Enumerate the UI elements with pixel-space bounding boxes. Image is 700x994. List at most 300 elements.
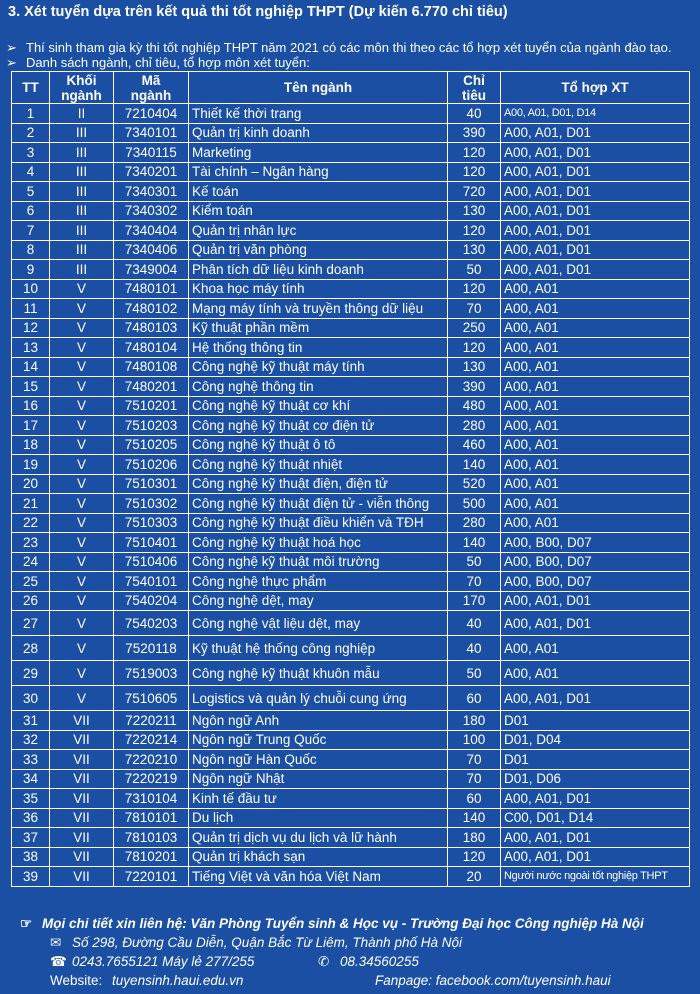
table-row xyxy=(12,474,690,494)
row-to-hop: A00, A01, D01 xyxy=(501,789,690,809)
row-to-hop: A00, A01 xyxy=(501,318,690,338)
row-to-hop: A00, A01, D01 xyxy=(501,201,690,221)
row-khoi: V xyxy=(50,494,114,514)
row-ten-nganh: Quản trị dịch vụ du lịch và lữ hành xyxy=(189,828,448,848)
row-to-hop: A00, A01, D01 xyxy=(501,240,690,260)
table-header-row xyxy=(12,72,690,104)
header-to-hop: Tổ hợp XT xyxy=(501,72,690,104)
row-chi-tieu: 520 xyxy=(448,474,501,494)
row-to-hop: A00, A01 xyxy=(501,338,690,358)
row-tt: 24 xyxy=(12,552,50,572)
row-chi-tieu: 100 xyxy=(448,730,501,750)
row-khoi: V xyxy=(50,396,114,416)
row-tt: 29 xyxy=(12,661,50,686)
row-tt: 1 xyxy=(12,104,50,124)
row-ten-nganh: Công nghệ kỹ thuật khuôn mẫu xyxy=(189,661,448,686)
row-to-hop: A00, A01 xyxy=(501,661,690,686)
table-row xyxy=(12,730,690,750)
row-chi-tieu: 70 xyxy=(448,572,501,592)
row-khoi: V xyxy=(50,357,114,377)
row-khoi: V xyxy=(50,686,114,711)
row-ten-nganh: Công nghệ kỹ thuật máy tính xyxy=(189,357,448,377)
row-to-hop: A00, A01, D01 xyxy=(501,828,690,848)
row-to-hop: A00, A01, D01 xyxy=(501,221,690,241)
row-khoi: VII xyxy=(50,828,114,848)
row-ten-nganh: Logistics và quản lý chuỗi cung ứng xyxy=(189,686,448,711)
row-ten-nganh: Ngôn ngữ Anh xyxy=(189,711,448,731)
row-tt: 18 xyxy=(12,435,50,455)
header-ma-nganh: Mã ngành xyxy=(114,72,189,104)
row-khoi: VII xyxy=(50,867,114,887)
table-row xyxy=(12,435,690,455)
row-khoi: III xyxy=(50,221,114,241)
row-chi-tieu: 50 xyxy=(448,552,501,572)
row-khoi: III xyxy=(50,162,114,182)
row-khoi: V xyxy=(50,455,114,475)
row-chi-tieu: 390 xyxy=(448,123,501,143)
row-tt: 20 xyxy=(12,474,50,494)
row-to-hop: A00, A01 xyxy=(501,435,690,455)
row-to-hop: A00, A01 xyxy=(501,474,690,494)
row-khoi: III xyxy=(50,182,114,202)
row-tt: 30 xyxy=(12,686,50,711)
row-chi-tieu: 120 xyxy=(448,221,501,241)
row-chi-tieu: 130 xyxy=(448,357,501,377)
row-to-hop: A00, A01, D01 xyxy=(501,143,690,163)
table-row xyxy=(12,318,690,338)
row-chi-tieu: 250 xyxy=(448,318,501,338)
contact-line: ☞ Mọi chi tiết xin liên hệ: Văn Phòng Tuyển sinh & Học vụ - Trường Đại học Công nghiệp Hà Nội xyxy=(20,916,644,931)
row-ma-nganh: 7220211 xyxy=(114,711,189,731)
row-ten-nganh: Kinh tế đầu tư xyxy=(189,789,448,809)
table-row xyxy=(12,789,690,809)
row-khoi: V xyxy=(50,299,114,319)
row-chi-tieu: 180 xyxy=(448,711,501,731)
table-row xyxy=(12,123,690,143)
table-row xyxy=(12,377,690,397)
majors-table xyxy=(11,71,690,887)
row-chi-tieu: 120 xyxy=(448,143,501,163)
website-line xyxy=(50,973,243,988)
row-chi-tieu: 140 xyxy=(448,455,501,475)
table-row xyxy=(12,661,690,686)
row-khoi: V xyxy=(50,377,114,397)
table-row xyxy=(12,513,690,533)
table-row xyxy=(12,636,690,661)
website-link[interactable]: tuyensinh.haui.edu.vn xyxy=(112,973,244,988)
table-row xyxy=(12,867,690,887)
row-to-hop: A00, B00, D07 xyxy=(501,552,690,572)
row-to-hop: D01 xyxy=(501,750,690,770)
row-tt: 28 xyxy=(12,636,50,661)
table-row xyxy=(12,182,690,202)
bullet-text: Danh sách ngành, chỉ tiêu, tổ hợp môn xét tuyển: xyxy=(26,55,310,70)
row-ma-nganh: 7510206 xyxy=(114,455,189,475)
bullet-exam-info xyxy=(6,40,671,56)
phone-icon: ☎ xyxy=(50,954,67,969)
row-to-hop: C00, D01, D14 xyxy=(501,808,690,828)
row-to-hop: A00, A01, D01 xyxy=(501,182,690,202)
row-khoi: V xyxy=(50,533,114,553)
row-chi-tieu: 50 xyxy=(448,260,501,280)
row-chi-tieu: 130 xyxy=(448,201,501,221)
row-chi-tieu: 130 xyxy=(448,240,501,260)
row-to-hop: A00, A01 xyxy=(501,396,690,416)
row-ten-nganh: Tài chính – Ngân hàng xyxy=(189,162,448,182)
row-to-hop: A00, A01 xyxy=(501,636,690,661)
table-row xyxy=(12,686,690,711)
row-tt: 39 xyxy=(12,867,50,887)
row-ten-nganh: Công nghệ kỹ thuật điều khiển và TĐH xyxy=(189,513,448,533)
row-ma-nganh: 7480103 xyxy=(114,318,189,338)
table-row xyxy=(12,847,690,867)
row-chi-tieu: 180 xyxy=(448,828,501,848)
row-to-hop: A00, A01 xyxy=(501,377,690,397)
row-to-hop: A00, A01, D01 xyxy=(501,847,690,867)
row-tt: 23 xyxy=(12,533,50,553)
row-khoi: V xyxy=(50,318,114,338)
row-tt: 4 xyxy=(12,162,50,182)
table-row xyxy=(12,533,690,553)
header-khoi: Khối ngành xyxy=(50,72,114,104)
row-tt: 16 xyxy=(12,396,50,416)
row-to-hop: D01, D04 xyxy=(501,730,690,750)
row-ma-nganh: 7510203 xyxy=(114,416,189,436)
table-row xyxy=(12,552,690,572)
row-ma-nganh: 7540204 xyxy=(114,591,189,611)
table-row xyxy=(12,279,690,299)
row-tt: 27 xyxy=(12,611,50,636)
row-ten-nganh: Công nghệ kỹ thuật cơ điện tử xyxy=(189,416,448,436)
row-tt: 31 xyxy=(12,711,50,731)
table-row xyxy=(12,357,690,377)
table-row xyxy=(12,808,690,828)
row-chi-tieu: 140 xyxy=(448,533,501,553)
row-tt: 5 xyxy=(12,182,50,202)
row-to-hop: A00, A01 xyxy=(501,416,690,436)
row-chi-tieu: 60 xyxy=(448,686,501,711)
table-row xyxy=(12,396,690,416)
row-to-hop: A00, A01 xyxy=(501,513,690,533)
row-ma-nganh: 7510605 xyxy=(114,686,189,711)
row-tt: 33 xyxy=(12,750,50,770)
row-ma-nganh: 7220210 xyxy=(114,750,189,770)
row-tt: 9 xyxy=(12,260,50,280)
row-ma-nganh: 7540203 xyxy=(114,611,189,636)
table-row xyxy=(12,201,690,221)
row-tt: 15 xyxy=(12,377,50,397)
phone-line: ☎ 0243.7655121 Máy lẻ 277/255 xyxy=(50,954,255,969)
row-chi-tieu: 120 xyxy=(448,162,501,182)
row-chi-tieu: 120 xyxy=(448,338,501,358)
row-to-hop: A00, A01 xyxy=(501,299,690,319)
row-to-hop: A00, B00, D07 xyxy=(501,572,690,592)
row-to-hop: D01 xyxy=(501,711,690,731)
row-chi-tieu: 20 xyxy=(448,867,501,887)
table-row xyxy=(12,104,690,124)
row-ten-nganh: Quản trị kinh doanh xyxy=(189,123,448,143)
row-khoi: VII xyxy=(50,847,114,867)
row-khoi: V xyxy=(50,552,114,572)
row-to-hop: A00, A01 xyxy=(501,357,690,377)
row-tt: 13 xyxy=(12,338,50,358)
row-ma-nganh: 7340404 xyxy=(114,221,189,241)
row-ten-nganh: Khoa học máy tính xyxy=(189,279,448,299)
row-ma-nganh: 7520118 xyxy=(114,636,189,661)
row-ma-nganh: 7519003 xyxy=(114,661,189,686)
table-row xyxy=(12,769,690,789)
pointing-hand-icon: ☞ xyxy=(20,916,33,931)
table-row xyxy=(12,143,690,163)
table-row xyxy=(12,240,690,260)
row-ten-nganh: Kỹ thuật hệ thống công nghiệp xyxy=(189,636,448,661)
row-chi-tieu: 120 xyxy=(448,847,501,867)
row-tt: 35 xyxy=(12,789,50,809)
row-chi-tieu: 70 xyxy=(448,769,501,789)
table-row xyxy=(12,494,690,514)
row-ma-nganh: 7510205 xyxy=(114,435,189,455)
row-ten-nganh: Công nghệ kỹ thuật nhiệt xyxy=(189,455,448,475)
row-tt: 22 xyxy=(12,513,50,533)
row-khoi: V xyxy=(50,416,114,436)
row-chi-tieu: 480 xyxy=(448,396,501,416)
row-khoi: V xyxy=(50,572,114,592)
row-ten-nganh: Ngôn ngữ Hàn Quốc xyxy=(189,750,448,770)
row-ma-nganh: 7810101 xyxy=(114,808,189,828)
row-ma-nganh: 7480108 xyxy=(114,357,189,377)
row-chi-tieu: 40 xyxy=(448,104,501,124)
address-line: ✉ Số 298, Đường Cầu Diễn, Quận Bắc Từ Liêm, Thành phố Hà Nội xyxy=(50,935,462,950)
row-chi-tieu: 140 xyxy=(448,808,501,828)
row-ten-nganh: Công nghệ dệt, may xyxy=(189,591,448,611)
row-ma-nganh: 7510406 xyxy=(114,552,189,572)
row-ten-nganh: Công nghệ thực phẩm xyxy=(189,572,448,592)
row-khoi: III xyxy=(50,240,114,260)
row-ma-nganh: 7510303 xyxy=(114,513,189,533)
header-tt: TT xyxy=(12,72,50,104)
row-khoi: V xyxy=(50,636,114,661)
row-khoi: V xyxy=(50,279,114,299)
row-ma-nganh: 7810201 xyxy=(114,847,189,867)
row-ten-nganh: Thiết kế thời trang xyxy=(189,104,448,124)
row-ten-nganh: Quản trị nhân lực xyxy=(189,221,448,241)
row-khoi: VII xyxy=(50,750,114,770)
row-ten-nganh: Kiểm toán xyxy=(189,201,448,221)
website-label: Website: xyxy=(50,973,103,988)
row-khoi: III xyxy=(50,123,114,143)
row-to-hop: A00, A01 xyxy=(501,279,690,299)
row-chi-tieu: 40 xyxy=(448,636,501,661)
row-chi-tieu: 390 xyxy=(448,377,501,397)
row-khoi: V xyxy=(50,611,114,636)
row-khoi: III xyxy=(50,143,114,163)
table-row xyxy=(12,591,690,611)
row-khoi: V xyxy=(50,338,114,358)
row-ten-nganh: Quản trị khách sạn xyxy=(189,847,448,867)
row-ma-nganh: 7480201 xyxy=(114,377,189,397)
row-to-hop: D01, D06 xyxy=(501,769,690,789)
table-body xyxy=(12,104,690,887)
row-ten-nganh: Kế toán xyxy=(189,182,448,202)
row-chi-tieu: 120 xyxy=(448,279,501,299)
row-tt: 17 xyxy=(12,416,50,436)
row-khoi: VII xyxy=(50,789,114,809)
row-ten-nganh: Công nghệ kỹ thuật điện tử - viễn thông xyxy=(189,494,448,514)
row-chi-tieu: 60 xyxy=(448,789,501,809)
row-ma-nganh: 7540101 xyxy=(114,572,189,592)
table-row xyxy=(12,221,690,241)
row-khoi: III xyxy=(50,260,114,280)
row-tt: 3 xyxy=(12,143,50,163)
row-khoi: VII xyxy=(50,730,114,750)
row-ma-nganh: 7480102 xyxy=(114,299,189,319)
row-khoi: VII xyxy=(50,808,114,828)
table-row xyxy=(12,299,690,319)
row-khoi: VII xyxy=(50,769,114,789)
row-tt: 34 xyxy=(12,769,50,789)
row-ten-nganh: Phân tích dữ liệu kinh doanh xyxy=(189,260,448,280)
row-ma-nganh: 7340301 xyxy=(114,182,189,202)
row-tt: 26 xyxy=(12,591,50,611)
row-ten-nganh: Hệ thống thông tin xyxy=(189,338,448,358)
envelope-icon: ✉ xyxy=(50,935,62,950)
section-title: 3. Xét tuyển dựa trên kết quả thi tốt nghiệp THPT (Dự kiến 6.770 chỉ tiêu) xyxy=(8,4,508,20)
row-ten-nganh: Ngôn ngữ Trung Quốc xyxy=(189,730,448,750)
table-row xyxy=(12,338,690,358)
row-khoi: V xyxy=(50,591,114,611)
row-ma-nganh: 7510401 xyxy=(114,533,189,553)
arrow-icon: ➢ xyxy=(6,40,17,55)
row-tt: 25 xyxy=(12,572,50,592)
row-ma-nganh: 7210404 xyxy=(114,104,189,124)
row-ten-nganh: Công nghệ thông tin xyxy=(189,377,448,397)
row-to-hop: A00, A01, D01 xyxy=(501,591,690,611)
row-khoi: V xyxy=(50,474,114,494)
row-to-hop: A00, A01, D01 xyxy=(501,123,690,143)
row-tt: 12 xyxy=(12,318,50,338)
table-row xyxy=(12,828,690,848)
row-ma-nganh: 7310104 xyxy=(114,789,189,809)
row-khoi: V xyxy=(50,435,114,455)
row-khoi: VII xyxy=(50,711,114,731)
row-ma-nganh: 7220219 xyxy=(114,769,189,789)
fanpage-link[interactable]: Fanpage: facebook.com/tuyensinh.haui xyxy=(375,973,611,988)
row-chi-tieu: 40 xyxy=(448,611,501,636)
row-ten-nganh: Công nghệ kỹ thuật môi trường xyxy=(189,552,448,572)
row-ma-nganh: 7340302 xyxy=(114,201,189,221)
row-tt: 10 xyxy=(12,279,50,299)
row-to-hop: A00, B00, D07 xyxy=(501,533,690,553)
row-chi-tieu: 70 xyxy=(448,299,501,319)
row-tt: 8 xyxy=(12,240,50,260)
row-ma-nganh: 7349004 xyxy=(114,260,189,280)
row-khoi: II xyxy=(50,104,114,124)
table-row xyxy=(12,711,690,731)
header-ten-nganh: Tên ngành xyxy=(189,72,448,104)
row-tt: 19 xyxy=(12,455,50,475)
row-ma-nganh: 7810103 xyxy=(114,828,189,848)
row-ma-nganh: 7480104 xyxy=(114,338,189,358)
row-to-hop: A00, A01, D01 xyxy=(501,260,690,280)
row-to-hop: A00, A01, D01 xyxy=(501,686,690,711)
row-khoi: V xyxy=(50,513,114,533)
arrow-icon: ➢ xyxy=(6,55,17,70)
row-ma-nganh: 7220101 xyxy=(114,867,189,887)
row-ma-nganh: 7480101 xyxy=(114,279,189,299)
row-tt: 38 xyxy=(12,847,50,867)
row-ma-nganh: 7510201 xyxy=(114,396,189,416)
row-to-hop: A00, A01 xyxy=(501,455,690,475)
header-chi-tieu: Chỉ tiêu xyxy=(448,72,501,104)
row-tt: 6 xyxy=(12,201,50,221)
row-to-hop: A00, A01 xyxy=(501,494,690,514)
row-ten-nganh: Công nghệ kỹ thuật ô tô xyxy=(189,435,448,455)
row-ma-nganh: 7340115 xyxy=(114,143,189,163)
row-ten-nganh: Công nghệ kỹ thuật hoá học xyxy=(189,533,448,553)
row-to-hop: A00, A01, D01 xyxy=(501,162,690,182)
row-chi-tieu: 70 xyxy=(448,750,501,770)
row-chi-tieu: 460 xyxy=(448,435,501,455)
row-chi-tieu: 720 xyxy=(448,182,501,202)
row-ten-nganh: Kỹ thuật phần mềm xyxy=(189,318,448,338)
row-ten-nganh: Công nghệ kỹ thuật điện, điện tử xyxy=(189,474,448,494)
row-khoi: III xyxy=(50,201,114,221)
row-ma-nganh: 7340406 xyxy=(114,240,189,260)
row-ma-nganh: 7340201 xyxy=(114,162,189,182)
table-row xyxy=(12,162,690,182)
row-ma-nganh: 7510302 xyxy=(114,494,189,514)
table-row xyxy=(12,611,690,636)
row-chi-tieu: 280 xyxy=(448,416,501,436)
bullet-list-intro xyxy=(6,55,310,71)
row-ma-nganh: 7220214 xyxy=(114,730,189,750)
row-to-hop: A00, A01, D01, D14 xyxy=(501,104,690,124)
row-ten-nganh: Công nghệ vật liệu dệt, may xyxy=(189,611,448,636)
row-tt: 36 xyxy=(12,808,50,828)
row-ten-nganh: Du lịch xyxy=(189,808,448,828)
row-tt: 14 xyxy=(12,357,50,377)
bullet-text: Thí sinh tham gia kỳ thi tốt nghiệp THPT năm 2021 có các môn thi theo các tổ hợp xét tuyển của ngành đào tạo. xyxy=(26,40,672,55)
row-ten-nganh: Quản trị văn phòng xyxy=(189,240,448,260)
row-chi-tieu: 50 xyxy=(448,661,501,686)
row-chi-tieu: 500 xyxy=(448,494,501,514)
row-tt: 11 xyxy=(12,299,50,319)
row-to-hop: Người nước ngoài tốt nghiệp THPT xyxy=(501,867,690,887)
row-chi-tieu: 170 xyxy=(448,591,501,611)
row-tt: 32 xyxy=(12,730,50,750)
mobile-line: ✆ 08.34560255 xyxy=(318,954,419,969)
table-row xyxy=(12,750,690,770)
row-to-hop: A00, A01, D01 xyxy=(501,611,690,636)
row-ten-nganh: Tiếng Việt và văn hóa Việt Nam xyxy=(189,867,448,887)
mobile-phone-icon: ✆ xyxy=(318,954,330,969)
row-ten-nganh: Công nghệ kỹ thuật cơ khí xyxy=(189,396,448,416)
row-ten-nganh: Mạng máy tính và truyền thông dữ liệu xyxy=(189,299,448,319)
row-tt: 21 xyxy=(12,494,50,514)
row-ten-nganh: Ngôn ngữ Nhật xyxy=(189,769,448,789)
row-ma-nganh: 7510301 xyxy=(114,474,189,494)
row-tt: 2 xyxy=(12,123,50,143)
row-tt: 7 xyxy=(12,221,50,241)
row-ma-nganh: 7340101 xyxy=(114,123,189,143)
row-khoi: V xyxy=(50,661,114,686)
table-row xyxy=(12,260,690,280)
table-row xyxy=(12,572,690,592)
table-row xyxy=(12,455,690,475)
row-ten-nganh: Marketing xyxy=(189,143,448,163)
row-chi-tieu: 280 xyxy=(448,513,501,533)
table-row xyxy=(12,416,690,436)
